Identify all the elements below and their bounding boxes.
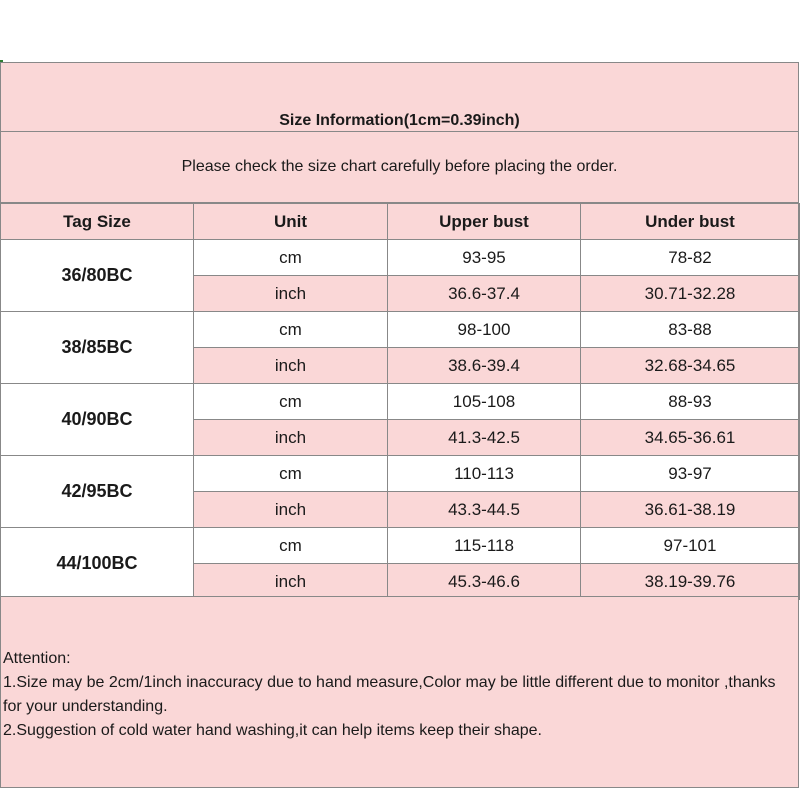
under-bust-cell: 32.68-34.65 — [581, 348, 800, 384]
unit-cell: inch — [194, 492, 388, 528]
unit-cell: cm — [194, 384, 388, 420]
unit-cell: inch — [194, 348, 388, 384]
sheet-border — [0, 62, 799, 788]
page-title: Size Information(1cm=0.39inch) — [279, 112, 520, 129]
unit-cell: cm — [194, 528, 388, 564]
attention-note-2: 2.Suggestion of cold water hand washing,it can help items keep their shape. — [3, 722, 542, 739]
unit-cell: inch — [194, 564, 388, 600]
header-upper-bust: Upper bust — [388, 204, 581, 240]
under-bust-cell: 93-97 — [581, 456, 800, 492]
upper-bust-cell: 45.3-46.6 — [388, 564, 581, 600]
attention-note-1: 1.Size may be 2cm/1inch inaccuracy due to hand measure,Color may be little different due to monitor ,thanks for your understanding. — [3, 674, 776, 715]
upper-bust-cell: 41.3-42.5 — [388, 420, 581, 456]
unit-cell: inch — [194, 420, 388, 456]
tag-size-cell: 36/80BC — [1, 240, 194, 312]
under-bust-cell: 36.61-38.19 — [581, 492, 800, 528]
header-under-bust: Under bust — [581, 204, 800, 240]
header-unit: Unit — [194, 204, 388, 240]
upper-bust-cell: 110-113 — [388, 456, 581, 492]
under-bust-cell: 88-93 — [581, 384, 800, 420]
tag-size-cell: 38/85BC — [1, 312, 194, 384]
tag-size-cell: 44/100BC — [1, 528, 194, 600]
header-tag-size: Tag Size — [1, 204, 194, 240]
unit-cell: cm — [194, 240, 388, 276]
tag-size-cell: 40/90BC — [1, 384, 194, 456]
under-bust-cell: 78-82 — [581, 240, 800, 276]
unit-cell: inch — [194, 276, 388, 312]
unit-cell: cm — [194, 312, 388, 348]
upper-bust-cell: 115-118 — [388, 528, 581, 564]
under-bust-cell: 83-88 — [581, 312, 800, 348]
notice-text: Please check the size chart carefully before placing the order. — [181, 158, 618, 175]
upper-bust-cell: 36.6-37.4 — [388, 276, 581, 312]
upper-bust-cell: 93-95 — [388, 240, 581, 276]
upper-bust-cell: 98-100 — [388, 312, 581, 348]
under-bust-cell: 30.71-32.28 — [581, 276, 800, 312]
unit-cell: cm — [194, 456, 388, 492]
under-bust-cell: 34.65-36.61 — [581, 420, 800, 456]
attention-heading: Attention: — [3, 650, 71, 667]
upper-bust-cell: 38.6-39.4 — [388, 348, 581, 384]
upper-bust-cell: 105-108 — [388, 384, 581, 420]
tag-size-cell: 42/95BC — [1, 456, 194, 528]
under-bust-cell: 97-101 — [581, 528, 800, 564]
upper-bust-cell: 43.3-44.5 — [388, 492, 581, 528]
under-bust-cell: 38.19-39.76 — [581, 564, 800, 600]
